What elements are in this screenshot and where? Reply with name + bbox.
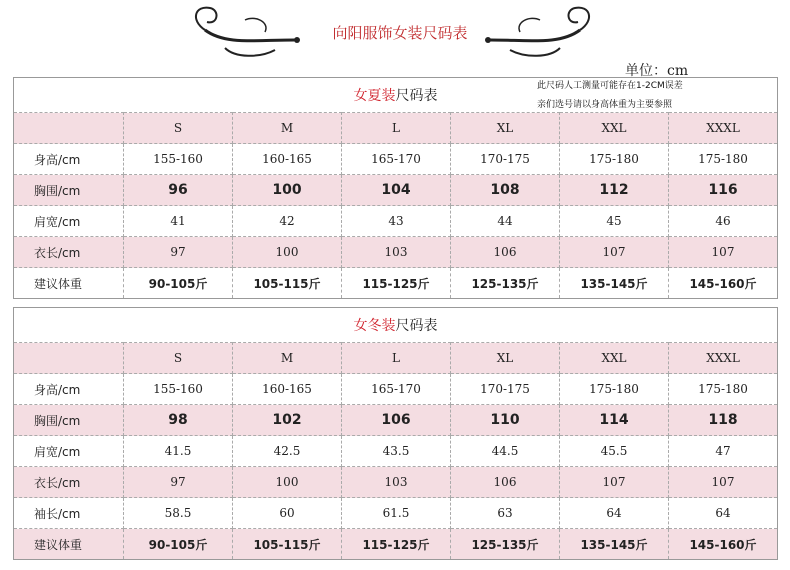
table-row: 肩宽/cm 41 42 43 44 45 46 <box>14 206 778 237</box>
table-row: 身高/cm 155-160 160-165 165-170 170-175 175-180 175-180 <box>14 374 778 405</box>
size-cell: M <box>233 343 342 374</box>
size-cell: XXXL <box>669 113 778 144</box>
size-cell: XXL <box>560 113 669 144</box>
size-cell: L <box>342 343 451 374</box>
row-label: 建议体重 <box>14 268 124 299</box>
summer-size-header <box>14 113 778 144</box>
row-label: 身高/cm <box>14 374 124 405</box>
header <box>0 0 790 79</box>
table-row: 胸围/cm 98 102 106 110 114 118 <box>14 405 778 436</box>
row-label: 身高/cm <box>14 144 124 175</box>
table-row: 建议体重 90-105斤 105-115斤 115-125斤 125-135斤 135-145斤 145-160斤 <box>14 529 778 560</box>
size-cell: XXL <box>560 343 669 374</box>
row-label: 建议体重 <box>14 529 124 560</box>
size-cell: M <box>233 113 342 144</box>
winter-title-row <box>14 308 778 343</box>
row-label: 胸围/cm <box>14 175 124 206</box>
size-cell: S <box>124 113 233 144</box>
table-row: 肩宽/cm 41.5 42.5 43.5 44.5 45.5 47 <box>14 436 778 467</box>
table-row: 衣长/cm 97 100 103 106 107 107 <box>14 467 778 498</box>
table-row: 胸围/cm 96 100 104 108 112 116 <box>14 175 778 206</box>
summer-title-rest: 尺码表 <box>395 88 438 104</box>
table-row: 衣长/cm 97 100 103 106 107 107 <box>14 237 778 268</box>
row-label: 衣长/cm <box>14 467 124 498</box>
table-row: 袖长/cm 58.5 60 61.5 63 64 64 <box>14 498 778 529</box>
note-1: 此尺码人工测量可能存在1-2CM误差 <box>537 81 683 91</box>
summer-title-red: 女夏装 <box>353 88 396 104</box>
winter-title-red: 女冬装 <box>353 318 396 334</box>
page-title: 向阳服饰女装尺码表 <box>332 24 468 42</box>
table-row: 身高/cm 155-160 160-165 165-170 170-175 175-180 175-180 <box>14 144 778 175</box>
row-label: 胸围/cm <box>14 405 124 436</box>
size-cell: XL <box>451 113 560 144</box>
row-label: 衣长/cm <box>14 237 124 268</box>
winter-title-rest: 尺码表 <box>395 318 438 334</box>
size-cell: S <box>124 343 233 374</box>
row-label: 袖长/cm <box>14 498 124 529</box>
unit-label: 单位：cm <box>625 63 689 79</box>
size-cell: XL <box>451 343 560 374</box>
summer-size-table <box>13 77 778 299</box>
table-row: 建议体重 90-105斤 105-115斤 115-125斤 125-135斤 135-145斤 145-160斤 <box>14 268 778 299</box>
note-2: 亲们选号请以身高体重为主要参照 <box>537 100 673 110</box>
summer-title-row <box>14 78 778 113</box>
winter-size-table <box>13 307 778 560</box>
row-label: 肩宽/cm <box>14 436 124 467</box>
size-cell: XXXL <box>669 343 778 374</box>
row-label: 肩宽/cm <box>14 206 124 237</box>
winter-size-header <box>14 343 778 374</box>
size-cell: L <box>342 113 451 144</box>
